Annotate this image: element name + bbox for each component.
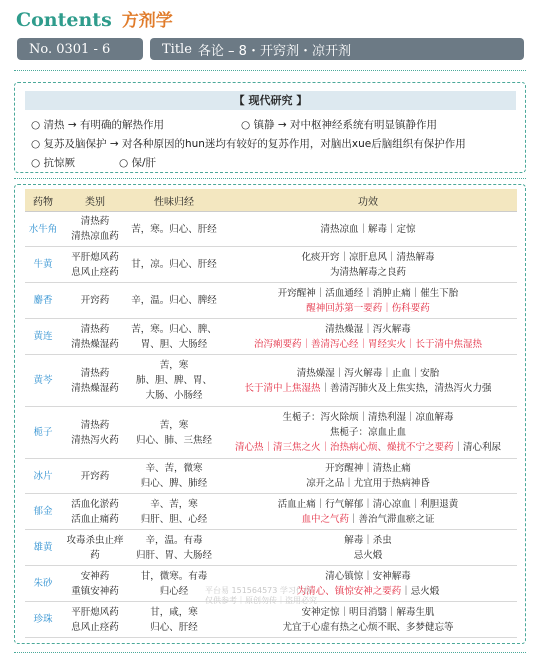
cell-text: 开窍醒神｜清热止痛 — [325, 463, 411, 474]
cell-text: 生栀子：泻火除烦｜清热利湿｜凉血解毒 — [282, 412, 454, 423]
cell-text: 清热药 — [80, 367, 110, 379]
drug-function — [219, 247, 517, 283]
drug-property — [129, 407, 219, 459]
drug-table — [25, 189, 517, 638]
cell-text: 黄连 — [33, 331, 53, 342]
drug-category — [61, 283, 129, 319]
cell-text: 安神药 — [80, 570, 110, 582]
table-row — [25, 355, 517, 407]
cell-text: 水牛角 — [28, 223, 58, 235]
cell-text: 肺、胆、脾、胃、 — [135, 375, 212, 386]
drug-function — [219, 212, 517, 247]
drug-category — [61, 407, 129, 459]
cell-text: 辛，温。归心、脾经 — [131, 295, 217, 306]
cell-text: ｜善治气滞血瘀之证 — [349, 513, 435, 525]
watermark: 仅供参考｜原创勿传｜盗用必究 — [205, 596, 317, 605]
drug-name — [25, 602, 61, 638]
drug-name — [25, 319, 61, 355]
drug-name — [25, 212, 61, 247]
drug-category — [61, 566, 129, 602]
divider — [14, 70, 526, 71]
drug-category — [61, 530, 129, 566]
header-title-cn: 方剂学 — [121, 11, 173, 31]
research-row — [31, 117, 437, 132]
research-item: ○ 复苏及脑保护 → 对各种原因的hun迷均有较好的复苏作用，对脑出xue后脑组织有保护作用 — [31, 138, 466, 150]
drug-name — [25, 566, 61, 602]
cell-text: 为清心、镇惊安神之要药 — [296, 585, 402, 597]
drug-function — [219, 407, 517, 459]
cell-text: 清心热｜清三焦之火｜治热病心烦、燥扰不宁之要药 — [234, 442, 454, 453]
cell-text: 清热凉血｜解毒｜定惊 — [320, 223, 416, 235]
research-item: ○ 抗惊厥 — [31, 157, 75, 169]
cell-text: 牛黄 — [33, 259, 53, 270]
cell-text: 清热泻火药 — [71, 434, 119, 446]
table-row — [25, 407, 517, 459]
cell-text: 息风止痉药 — [71, 266, 119, 278]
cell-text: 清热药 — [80, 323, 110, 335]
drug-property — [129, 283, 219, 319]
cell-text: ｜清心利尿 — [453, 442, 502, 453]
research-row — [31, 155, 157, 170]
drug-table-box — [14, 184, 526, 644]
table-row — [25, 530, 517, 566]
drug-function — [219, 459, 517, 494]
drug-category — [61, 459, 129, 494]
cell-text: 清热药 — [80, 419, 110, 431]
drug-name — [25, 407, 61, 459]
cell-text: 苦，寒。归心、肝经 — [131, 223, 217, 235]
cell-text: 凉开之品｜尤宜用于热病神昏 — [306, 478, 430, 489]
cell-text: 活血止痛｜行气解郁｜清心凉血｜利胆退黄 — [277, 498, 459, 510]
drug-property — [129, 355, 219, 407]
research-item: ○ 清热 → 有明确的解热作用 — [31, 119, 164, 131]
header-title-en: Contents — [16, 9, 112, 31]
divider — [14, 652, 526, 653]
cell-text: 清热燥湿药 — [71, 382, 119, 394]
cell-text: 忌火煅 — [353, 549, 383, 561]
drug-category — [61, 494, 129, 530]
drug-function — [219, 530, 517, 566]
cell-text: 甘，咸，寒 — [150, 606, 198, 618]
drug-name — [25, 494, 61, 530]
cell-text: 归心、脾、肺经 — [140, 478, 208, 489]
cell-text: 归心、肝经 — [150, 621, 198, 633]
cell-text: 攻毒杀虫止痒药 — [66, 534, 124, 561]
table-row — [25, 494, 517, 530]
cell-text: 冰片 — [33, 470, 53, 482]
cell-text: 胃、胆、大肠经 — [140, 338, 208, 350]
watermark: 平台易 151564573 学习仁群 — [205, 586, 312, 595]
cell-text: 辛、苦，微寒 — [145, 463, 203, 474]
drug-property — [129, 212, 219, 247]
cell-text: 朱砂 — [33, 578, 53, 589]
cell-text: 化痰开窍｜凉肝息风｜清热解毒 — [301, 251, 435, 263]
cell-text: 雄黄 — [33, 542, 53, 553]
cell-text: ｜忌火煅 — [401, 585, 440, 597]
cell-text: 归心经 — [159, 585, 189, 597]
cell-text: 郁金 — [33, 506, 53, 517]
header-category: 类别 — [61, 189, 129, 212]
drug-property — [129, 459, 219, 494]
drug-name — [25, 283, 61, 319]
research-title: 【 现代研究 】 — [25, 91, 516, 110]
cell-text: 清热燥湿药 — [71, 338, 119, 350]
divider — [14, 178, 526, 179]
cell-text: 醒神回苏第一要药｜伤科要药 — [306, 302, 430, 314]
cell-text: 辛，温。有毒 — [145, 534, 203, 546]
cell-text: 血中之气药 — [301, 513, 349, 525]
cell-text: 黄芩 — [33, 375, 53, 386]
cell-text: 解毒｜杀虫 — [344, 534, 392, 546]
cell-text: 甘，凉。归心、肝经 — [131, 259, 217, 270]
drug-category — [61, 602, 129, 638]
research-item: ○ 保/肝 — [119, 157, 157, 169]
cell-text: 清热药 — [80, 216, 110, 227]
cell-text: 苦，寒。归心、脾、 — [131, 323, 217, 335]
drug-property — [129, 319, 219, 355]
cell-text: 清心镇惊｜安神解毒 — [325, 570, 411, 582]
cell-text: 归肝、胆、心经 — [140, 513, 208, 525]
table-row — [25, 319, 517, 355]
drug-name — [25, 459, 61, 494]
cell-text: 平肝熄风药 — [71, 606, 119, 618]
cell-text: 清热燥湿｜泻火解毒｜止血｜安胎 — [296, 367, 440, 379]
drug-function — [219, 283, 517, 319]
table-header-row — [25, 189, 517, 212]
drug-category — [61, 355, 129, 407]
drug-function — [219, 602, 517, 638]
cell-text: 为清热解毒之良药 — [329, 266, 406, 278]
page-title-bar — [150, 38, 524, 60]
research-row — [31, 136, 466, 151]
modern-research-box — [14, 82, 526, 173]
cell-text: 治泻痢要药｜善清泻心经｜胃经实火｜长于清中焦湿热 — [253, 338, 482, 350]
cell-text: 归心、肺、三焦经 — [135, 434, 212, 446]
cell-text: 开窍药 — [80, 295, 110, 306]
drug-name — [25, 530, 61, 566]
drug-function — [219, 355, 517, 407]
drug-property — [129, 530, 219, 566]
cell-text: ｜善清泻肺火及上焦实热，清热泻火力强 — [320, 382, 492, 394]
page-title: 各论 – 8・开窍剂・凉开剂 — [197, 43, 351, 59]
drug-category — [61, 319, 129, 355]
cell-text: 苦，寒 — [159, 419, 189, 431]
drug-property — [129, 247, 219, 283]
cell-text: 苦，寒 — [159, 360, 189, 371]
table-row — [25, 602, 517, 638]
cell-text: 珍珠 — [33, 614, 53, 625]
cell-text: 清热燥湿｜泻火解毒 — [325, 323, 411, 335]
table-body — [25, 212, 517, 638]
research-item: ○ 镇静 → 对中枢神经系统有明显镇静作用 — [241, 119, 437, 131]
cell-text: 栀子 — [33, 427, 53, 438]
drug-function — [219, 319, 517, 355]
cell-text: 麝香 — [33, 295, 53, 306]
drug-category — [61, 212, 129, 247]
drug-category — [61, 247, 129, 283]
cell-text: 长于清中上焦湿热 — [244, 382, 321, 394]
header-function: 功效 — [219, 189, 517, 212]
cell-text: 开窍醒神｜活血通经｜消肿止痛｜催生下胎 — [277, 287, 459, 299]
cell-text: 重镇安神药 — [71, 585, 119, 597]
page-header — [16, 6, 173, 36]
cell-text: 大肠、小肠经 — [145, 390, 203, 401]
table-row — [25, 247, 517, 283]
title-label: Title — [162, 41, 192, 57]
cell-text: 开窍药 — [80, 470, 110, 482]
cell-text: 平肝熄风药 — [71, 251, 119, 263]
table-row — [25, 283, 517, 319]
cell-text: 活血止痛药 — [71, 513, 119, 525]
cell-text: 辛、苦，寒 — [150, 498, 198, 510]
cell-text: 甘，微寒。有毒 — [140, 570, 208, 582]
drug-function — [219, 494, 517, 530]
drug-name — [25, 247, 61, 283]
drug-property — [129, 494, 219, 530]
table-row — [25, 212, 517, 247]
table-row — [25, 459, 517, 494]
cell-text: 息风止痉药 — [71, 621, 119, 633]
header-property: 性味归经 — [129, 189, 219, 212]
drug-name — [25, 355, 61, 407]
page-number-bar: No. 0301 - 6 — [17, 38, 143, 60]
header-drug: 药物 — [25, 189, 61, 212]
cell-text: 焦栀子：凉血止血 — [329, 427, 406, 438]
cell-text: 归肝、胃、大肠经 — [135, 549, 212, 561]
drug-property — [129, 602, 219, 638]
cell-text: 活血化淤药 — [71, 498, 119, 510]
cell-text: 尤宜于心虚有热之心烦不眠、多梦健忘等 — [282, 621, 454, 633]
cell-text: 清热凉血药 — [71, 231, 119, 242]
cell-text: 安神定惊｜明目消翳｜解毒生肌 — [301, 606, 435, 618]
